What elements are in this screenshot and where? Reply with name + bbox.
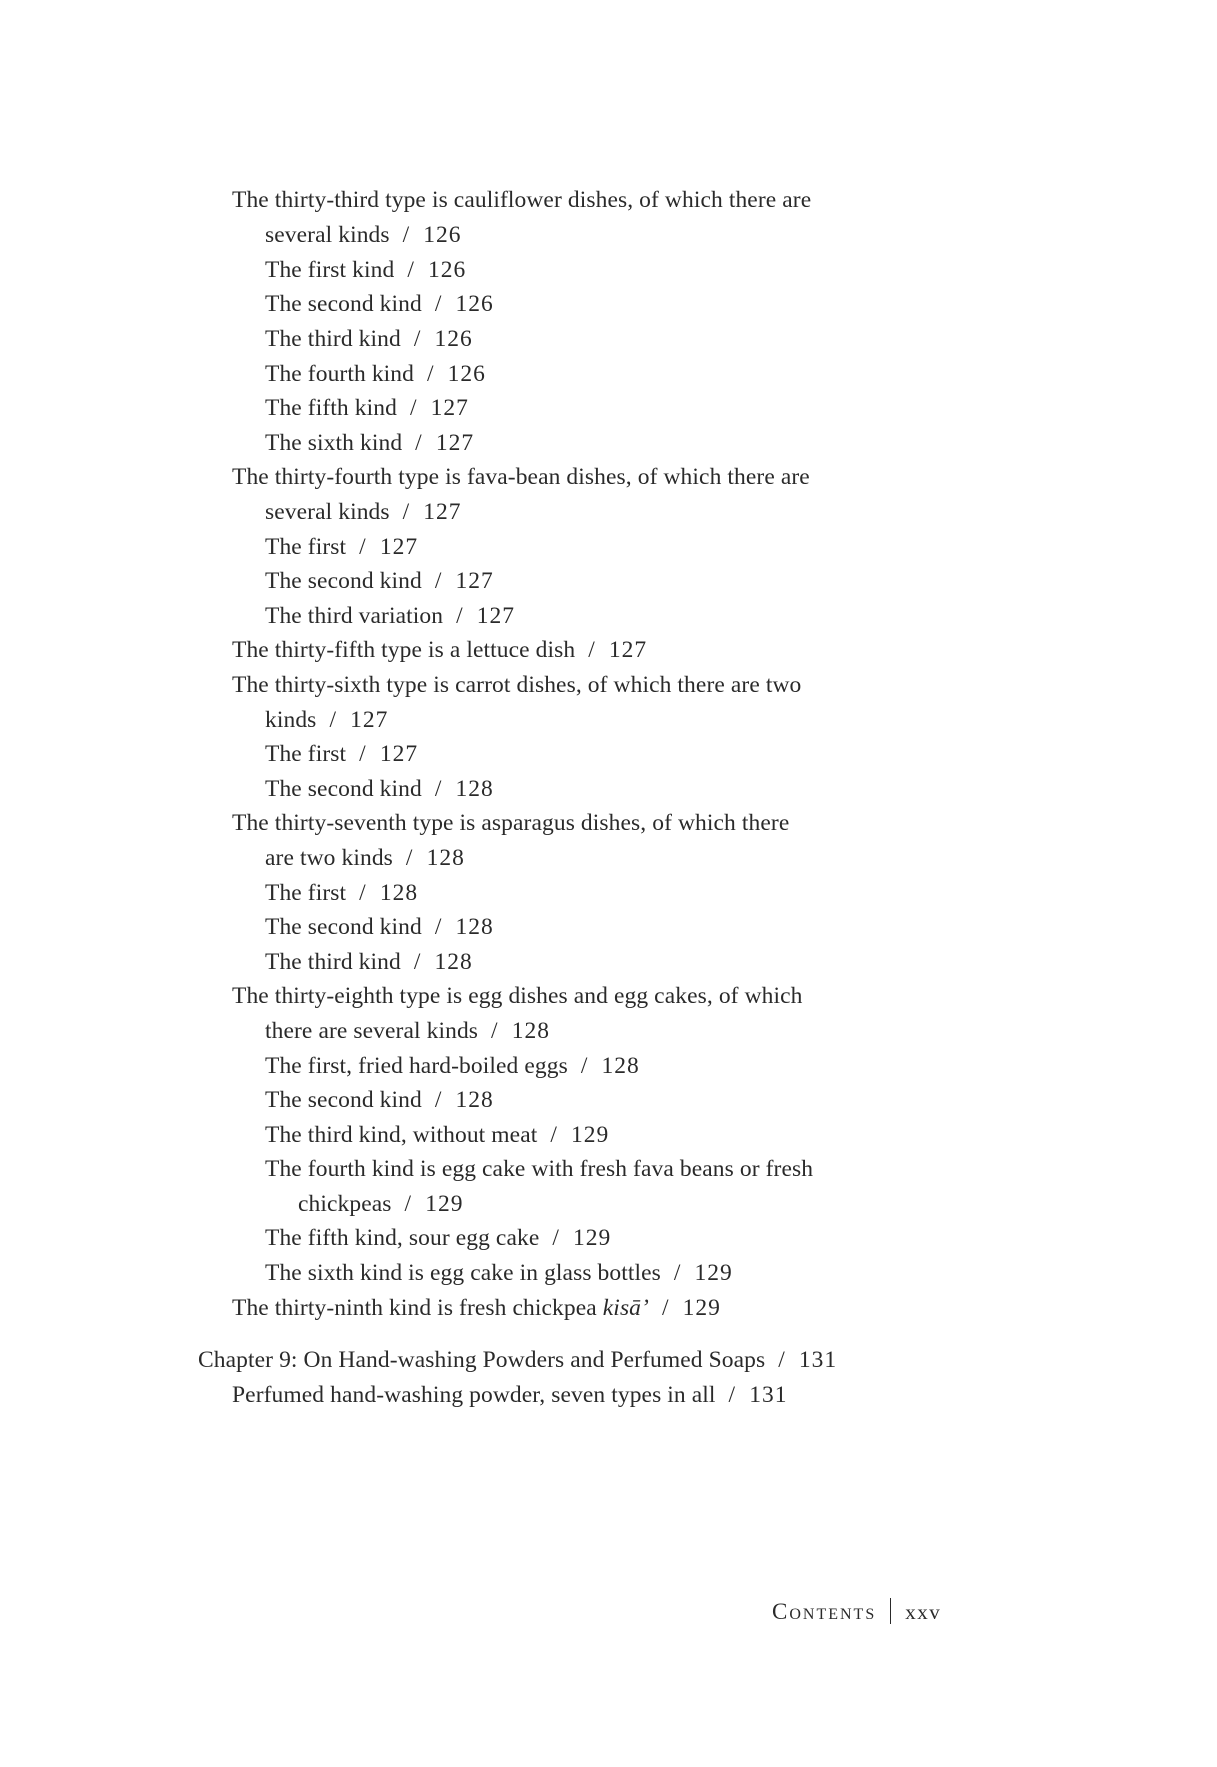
- separator: /: [661, 1295, 669, 1321]
- toc-entry: [232, 670, 801, 700]
- entry-text: The thirty-fourth type is fava-bean dishes, of which there are: [232, 464, 810, 490]
- separator: /: [407, 257, 414, 283]
- page-number: 127: [423, 499, 462, 525]
- page-number: 131: [798, 1347, 838, 1373]
- entry-text: The third kind, without meat: [265, 1122, 538, 1148]
- entry-text: several kinds: [265, 499, 390, 525]
- entry-text: several kinds: [265, 222, 390, 248]
- toc-entry: [265, 601, 515, 631]
- separator: /: [405, 845, 413, 871]
- toc-entry: [265, 1120, 609, 1150]
- entry-text: The third variation: [265, 603, 444, 629]
- separator: /: [427, 361, 434, 387]
- toc-entry: [265, 1085, 494, 1115]
- entry-text: The first: [265, 534, 347, 560]
- separator: /: [434, 776, 442, 802]
- entry-text: The thirty-fifth type is a lettuce dish: [232, 637, 576, 663]
- entry-text: The first: [265, 880, 347, 906]
- separator: /: [673, 1260, 681, 1286]
- page-number: 127: [350, 707, 389, 733]
- separator: /: [415, 430, 422, 456]
- entry-text: The second kind: [265, 1087, 422, 1113]
- toc-entry: [265, 324, 473, 354]
- toc-entry: [265, 774, 494, 804]
- separator: /: [404, 1191, 412, 1217]
- toc-entry: [265, 497, 462, 527]
- toc-entry: [265, 359, 486, 389]
- toc-entry: [232, 185, 811, 215]
- page-number: 126: [455, 291, 494, 317]
- page-number: 127: [379, 741, 419, 767]
- separator: /: [402, 499, 410, 525]
- toc-entry: [265, 532, 418, 562]
- entry-text: The thirty-seventh type is asparagus dishes, of which there: [232, 810, 790, 836]
- page-number: 129: [682, 1295, 721, 1321]
- entry-text: Perfumed hand-washing powder, seven types in all: [232, 1382, 716, 1408]
- page-number: 129: [571, 1122, 610, 1148]
- toc-entry: [265, 912, 494, 942]
- page-number: 128: [426, 845, 465, 871]
- page-number: 128: [455, 1087, 494, 1113]
- entry-text: The first kind: [265, 257, 395, 283]
- toc-entry: [265, 843, 465, 873]
- entry-text: The first: [265, 741, 347, 767]
- entry-italic-term: kisā’: [602, 1295, 649, 1321]
- toc-entry: [265, 566, 494, 596]
- separator: /: [402, 222, 410, 248]
- page-number: 126: [427, 257, 467, 283]
- entry-text: The second kind: [265, 291, 422, 317]
- entry-text: Chapter 9: On Hand-washing Powders and Perfumed Soaps: [198, 1347, 766, 1373]
- entry-text: The fourth kind: [265, 361, 414, 387]
- page-number: 127: [430, 395, 469, 421]
- page-number: 126: [447, 361, 486, 387]
- page-number: 128: [455, 776, 494, 802]
- entry-text: The thirty-ninth kind is fresh chickpea: [232, 1295, 597, 1321]
- entry-text: The second kind: [265, 568, 422, 594]
- separator: /: [409, 395, 417, 421]
- page-number: 127: [435, 430, 475, 456]
- toc-entry: [265, 1154, 813, 1184]
- entry-text: The thirty-sixth type is carrot dishes, of which there are two: [232, 672, 802, 698]
- entry-text: The first, fried hard-boiled eggs: [265, 1053, 568, 1079]
- page-number: 129: [573, 1225, 612, 1251]
- entry-text: The third kind: [265, 949, 401, 975]
- separator: /: [413, 326, 421, 352]
- entry-text: The fifth kind, sour egg cake: [265, 1225, 540, 1251]
- page-number: 127: [476, 603, 515, 629]
- toc-entry: [298, 1189, 463, 1219]
- page-number: 127: [379, 534, 419, 560]
- toc-entry: [265, 1016, 550, 1046]
- page-number: 129: [694, 1260, 733, 1286]
- entry-text: The fifth kind: [265, 395, 397, 421]
- running-footer: [772, 1598, 941, 1625]
- entry-text: kinds: [265, 707, 317, 733]
- footer-divider: [890, 1598, 891, 1624]
- toc-entry: [265, 289, 494, 319]
- entry-text: The third kind: [265, 326, 401, 352]
- toc-entry: [265, 1258, 733, 1288]
- separator: /: [552, 1225, 560, 1251]
- page-number: 129: [425, 1191, 464, 1217]
- entry-text: The thirty-third type is cauliflower dishes, of which there are: [232, 187, 812, 213]
- page-number: 127: [455, 568, 494, 594]
- separator: /: [434, 568, 442, 594]
- separator: /: [434, 1087, 442, 1113]
- page-number: 128: [455, 914, 494, 940]
- entry-text: are two kinds: [265, 845, 393, 871]
- toc-entry: [232, 462, 810, 492]
- separator: /: [491, 1018, 498, 1044]
- page-number: 128: [601, 1053, 640, 1079]
- toc-entry: [265, 705, 388, 735]
- page-number: 126: [434, 326, 473, 352]
- toc-entry: [232, 1380, 787, 1410]
- separator: /: [434, 291, 442, 317]
- toc-entry: [232, 981, 803, 1011]
- toc-entry: [265, 1051, 640, 1081]
- separator: /: [580, 1053, 588, 1079]
- page-number: 131: [749, 1382, 788, 1408]
- toc-entry: [265, 393, 469, 423]
- separator: /: [434, 914, 442, 940]
- page-number: 128: [511, 1018, 550, 1044]
- separator: /: [359, 741, 366, 767]
- entry-text: The second kind: [265, 776, 422, 802]
- entry-text: The sixth kind: [265, 430, 403, 456]
- separator: /: [778, 1347, 785, 1373]
- footer-page-number: xxv: [905, 1600, 942, 1624]
- entry-text: The fourth kind is egg cake with fresh fava beans or fresh: [265, 1156, 814, 1182]
- chapter-heading: [198, 1345, 837, 1375]
- toc-entry: [265, 255, 466, 285]
- toc-entry: [265, 428, 474, 458]
- toc-entry: [265, 878, 418, 908]
- page-number: 126: [423, 222, 462, 248]
- page-number: 128: [379, 880, 419, 906]
- separator: /: [359, 880, 366, 906]
- entry-text: The sixth kind is egg cake in glass bottles: [265, 1260, 661, 1286]
- separator: /: [550, 1122, 557, 1148]
- toc-entry: [265, 220, 462, 250]
- toc-entry: [232, 635, 647, 665]
- footer-label: Contents: [772, 1599, 877, 1624]
- entry-text: The second kind: [265, 914, 422, 940]
- toc-entry: [232, 1293, 721, 1323]
- separator: /: [329, 707, 337, 733]
- entry-text: chickpeas: [298, 1191, 392, 1217]
- separator: /: [588, 637, 595, 663]
- separator: /: [413, 949, 421, 975]
- page-number: 127: [608, 637, 648, 663]
- separator: /: [728, 1382, 736, 1408]
- toc-entry: [265, 1223, 611, 1253]
- entry-text: there are several kinds: [265, 1018, 479, 1044]
- separator: /: [359, 534, 366, 560]
- toc-entry: [265, 739, 418, 769]
- toc-entry: [232, 808, 789, 838]
- toc-entry: [265, 947, 473, 977]
- entry-text: The thirty-eighth type is egg dishes and egg cakes, of which: [232, 983, 803, 1009]
- page-number: 128: [434, 949, 473, 975]
- separator: /: [456, 603, 463, 629]
